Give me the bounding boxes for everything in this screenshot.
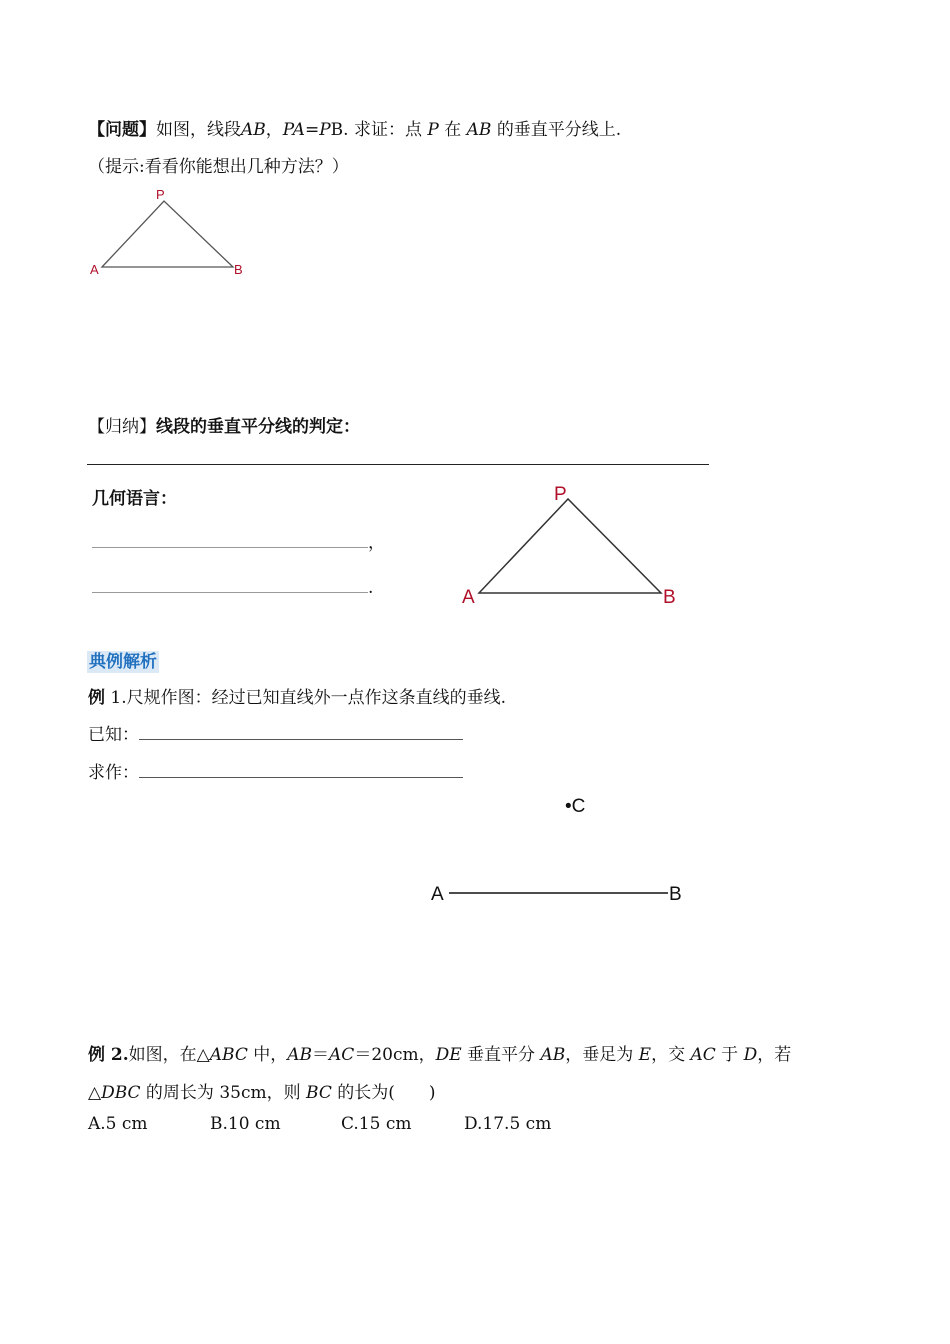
problem-tag: 【问题】 [88, 120, 156, 140]
example-1-figure [425, 788, 695, 918]
example-1-statement: 例 1.尺规作图：经过已知直线外一点作这条直线的垂线. [88, 688, 507, 708]
option-c[interactable]: C.15 cm [341, 1114, 412, 1134]
geometry-language-label: 几何语言： [92, 489, 177, 509]
triangle-1-label-b: B [234, 262, 243, 277]
option-a[interactable]: A.5 cm [88, 1114, 148, 1134]
geometry-blank-1[interactable]: ， [92, 528, 385, 553]
example-2-label: 例 2. [88, 1045, 129, 1065]
example-1-construct-row: 求作： [88, 758, 463, 783]
geometry-blank-2[interactable]: . [92, 574, 373, 598]
triangle-1-label-a: A [90, 262, 99, 277]
option-b[interactable]: B.10 cm [210, 1114, 281, 1134]
example-2-line-2: △DBC 的周长为 35cm，则 BC 的长为( ) [88, 1083, 436, 1103]
problem-hint: （提示:看看你能想出几种方法？） [88, 157, 349, 177]
point-b-label: B [669, 884, 682, 905]
summary-answer-line[interactable] [87, 464, 709, 465]
option-d[interactable]: D.17.5 cm [464, 1114, 552, 1134]
point-a-label: A [431, 884, 444, 905]
problem-statement: 【问题】如图，线段AB，PA=PB. 求证：点 P 在 AB 的垂直平分线上. [88, 120, 622, 140]
triangle-figure-1 [85, 185, 255, 285]
section-heading: 典例解析 [89, 652, 157, 672]
known-input-line[interactable] [139, 721, 463, 740]
construct-input-line[interactable] [139, 759, 463, 778]
summary-title: 线段的垂直平分线的判定： [156, 417, 360, 437]
summary-heading [88, 412, 360, 437]
triangle-1-label-p: P [156, 187, 165, 202]
triangle-2-label-b: B [663, 587, 676, 608]
triangle-1-shape [102, 201, 233, 267]
summary-tag: 【归纳】 [88, 417, 156, 437]
triangle-figure-2 [455, 478, 695, 613]
triangle-2-label-a: A [462, 587, 475, 608]
triangle-2-shape [479, 499, 661, 593]
example-1-label: 例 [88, 688, 105, 708]
triangle-2-label-p: P [554, 484, 567, 505]
point-c-label: •C [565, 796, 586, 817]
example-1-known-row: 已知： [88, 720, 463, 745]
example-2-line-1: 例 2.如图，在△ABC 中，AB＝AC＝20cm，DE 垂直平分 AB，垂足为 E，交 AC 于 D，若 [88, 1045, 792, 1065]
